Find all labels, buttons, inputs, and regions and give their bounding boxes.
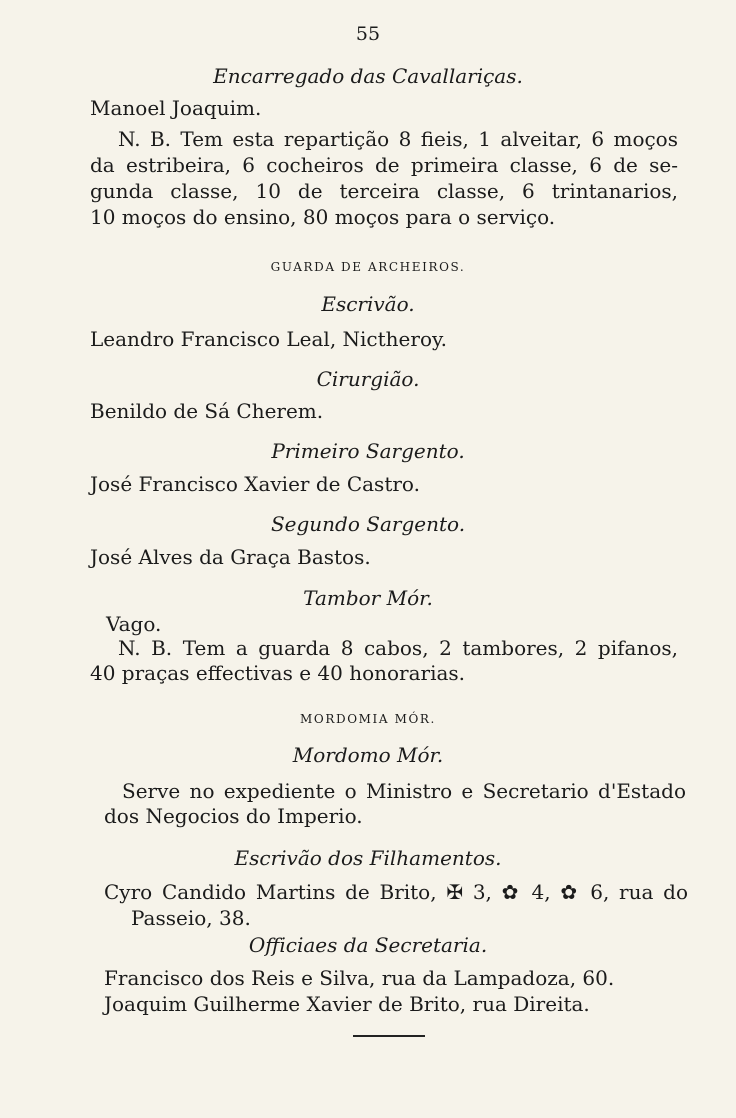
name-tambor-mor: Vago. bbox=[106, 612, 162, 636]
note-cavallaricas-line: N. B. Tem esta repartição 8 fieis, 1 alveitar, 6 moços bbox=[118, 127, 678, 151]
filhamentos-text-line: Cyro Candido Martins de Brito, ✠ 3, ✿ 4, ✿ 6, rua do bbox=[104, 880, 688, 904]
heading-segundo-sargento: Segundo Sargento. bbox=[270, 512, 466, 536]
filhamentos-text-line: Passeio, 38. bbox=[131, 906, 251, 930]
mordomo-text-line: dos Negocios do Imperio. bbox=[104, 804, 363, 828]
page-number: 55 bbox=[355, 23, 381, 45]
heading-mordomo-mor: Mordomo Mór. bbox=[292, 743, 444, 767]
mordomo-text-line: Serve no expediente o Ministro e Secretario d'Estado bbox=[122, 779, 686, 803]
name-primeiro-sargento: José Francisco Xavier de Castro. bbox=[90, 472, 420, 496]
heading-encarregado-cavallaricas: Encarregado das Cavallariças. bbox=[213, 64, 523, 88]
officiaes-text-line: Francisco dos Reis e Silva, rua da Lampadoza, 60. bbox=[104, 966, 615, 990]
heading-primeiro-sargento: Primeiro Sargento. bbox=[271, 439, 465, 463]
name-segundo-sargento: José Alves da Graça Bastos. bbox=[90, 545, 371, 569]
heading-escrivao: Escrivão. bbox=[321, 292, 415, 316]
section-title-mordomia: MORDOMIA MÓR. bbox=[300, 712, 436, 726]
heading-officiaes-secretaria: Officiaes da Secretaria. bbox=[248, 933, 488, 957]
note-cavallaricas-line: gunda classe, 10 de terceira classe, 6 trintanarios, bbox=[90, 179, 678, 203]
section-title-archeiros: GUARDA DE ARCHEIROS. bbox=[270, 260, 466, 274]
name-escrivao: Leandro Francisco Leal, Nictheroy. bbox=[90, 327, 447, 351]
name-cirurgiao: Benildo de Sá Cherem. bbox=[90, 399, 324, 423]
heading-tambor-mor: Tambor Mór. bbox=[303, 586, 433, 610]
heading-cirurgiao: Cirurgião. bbox=[316, 367, 420, 391]
name-encarregado: Manoel Joaquim. bbox=[90, 96, 262, 120]
officiaes-text-line: Joaquim Guilherme Xavier de Brito, rua Direita. bbox=[104, 992, 590, 1016]
note-archeiros-line: N. B. Tem a guarda 8 cabos, 2 tambores, 2 pifanos, bbox=[118, 636, 678, 660]
closing-rule bbox=[353, 1035, 425, 1037]
heading-escrivao-filhamentos: Escrivão dos Filhamentos. bbox=[234, 846, 502, 870]
note-cavallaricas-line: 10 moços do ensino, 80 moços para o serviço. bbox=[90, 205, 556, 229]
note-cavallaricas-line: da estribeira, 6 cocheiros de primeira classe, 6 de se- bbox=[90, 153, 678, 177]
note-archeiros-line: 40 praças effectivas e 40 honorarias. bbox=[90, 661, 466, 685]
